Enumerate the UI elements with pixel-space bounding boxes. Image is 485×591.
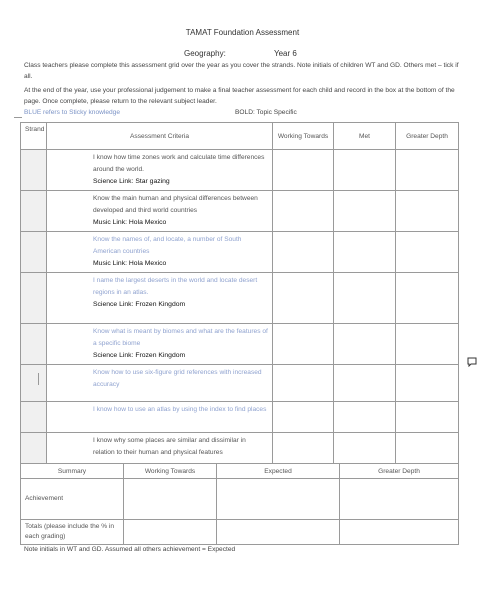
strand-cell: [21, 433, 47, 465]
strand-cell: [21, 402, 47, 433]
criteria-row: [21, 232, 459, 273]
criteria-header: Assessment Criteria: [47, 123, 273, 150]
met-cell[interactable]: [334, 232, 396, 273]
grid-header-row: [21, 123, 459, 150]
criteria-row: [21, 191, 459, 232]
criteria-cell: [47, 324, 273, 365]
achievement-label: Achievement: [21, 479, 124, 520]
strand-cell: [21, 232, 47, 273]
greater-depth-cell[interactable]: [396, 365, 459, 402]
criteria-text: I know how to use an atlas by using the index to find places: [93, 406, 267, 413]
criteria-text: I know how time zones work and calculate time differences around the world.: [93, 154, 265, 173]
achievement-expected-cell[interactable]: [217, 479, 340, 520]
strand-marker: [38, 373, 39, 385]
working-towards-cell[interactable]: [273, 273, 334, 324]
working-towards-cell[interactable]: [273, 324, 334, 365]
summary-header: Summary: [21, 464, 124, 479]
achievement-row: [21, 479, 459, 520]
greater-depth-cell[interactable]: [396, 273, 459, 324]
criteria-cell: [47, 150, 273, 191]
subject-link: Music Link: Hola Mexico: [93, 260, 167, 267]
totals-expected-cell[interactable]: [217, 520, 340, 545]
criteria-cell: [47, 402, 273, 433]
summary-footnote: Note initials in WT and GD. Assumed all others achievement = Expected: [24, 546, 236, 553]
working-towards-cell[interactable]: [273, 402, 334, 433]
summary-table: [20, 463, 459, 545]
met-cell[interactable]: [334, 433, 396, 465]
working-towards-cell[interactable]: [273, 433, 334, 465]
topic-specific-note: BOLD: Topic Specific: [235, 109, 297, 116]
criteria-row: [21, 365, 459, 402]
greater-depth-cell[interactable]: [396, 402, 459, 433]
totals-gd-cell[interactable]: [340, 520, 459, 545]
strand-cell: [21, 273, 47, 324]
met-cell[interactable]: [334, 150, 396, 191]
strand-cell: [21, 191, 47, 232]
instructions-paragraph-2: At the end of the year, use your professional judgement to make a final teacher assessment for each child and record in the box at the bottom of the page. Once complete, please return to the relevant subject leader.: [24, 87, 455, 105]
met-cell[interactable]: [334, 324, 396, 365]
summary-expected-header: Expected: [217, 464, 340, 479]
summary-working-towards-header: Working Towards: [124, 464, 217, 479]
totals-label: Totals (please include the % in each grading): [21, 520, 124, 545]
criteria-text: Know the main human and physical differences between developed and third world countries: [93, 195, 258, 214]
subject-link: Science Link: Frozen Kingdom: [93, 352, 186, 359]
assessment-grid: [20, 122, 459, 465]
criteria-text: Know the names of, and locate, a number of South American countries: [93, 236, 242, 255]
met-header: Met: [334, 123, 396, 150]
subject-label: Geography:: [184, 49, 226, 58]
met-cell[interactable]: [334, 191, 396, 232]
criteria-text: Know how to use six-figure grid references with increased accuracy: [93, 369, 262, 388]
achievement-wt-cell[interactable]: [124, 479, 217, 520]
criteria-text: I name the largest deserts in the world and locate desert regions in an atlas.: [93, 277, 258, 296]
greater-depth-cell[interactable]: [396, 150, 459, 191]
greater-depth-cell[interactable]: [396, 232, 459, 273]
strand-header: Strand: [21, 123, 47, 150]
criteria-row: [21, 324, 459, 365]
page-title: TAMAT Foundation Assessment: [185, 28, 300, 37]
comment-bubble-icon[interactable]: [467, 357, 477, 367]
criteria-cell: [47, 365, 273, 402]
instructions-paragraph-1: Class teachers please complete this assessment grid over the year as you cover the strands. Note initials of children WT and GD. Others met – tick if all.: [24, 62, 459, 80]
met-cell[interactable]: [334, 273, 396, 324]
greater-depth-cell[interactable]: [396, 191, 459, 232]
criteria-text: Know what is meant by biomes and what are the features of a specific biome: [93, 328, 268, 347]
met-cell[interactable]: [334, 365, 396, 402]
year-label: Year 6: [274, 49, 297, 58]
criteria-row: [21, 150, 459, 191]
criteria-cell: [47, 191, 273, 232]
criteria-row: [21, 273, 459, 324]
working-towards-cell[interactable]: [273, 232, 334, 273]
working-towards-header: Working Towards: [273, 123, 334, 150]
strand-cell: [21, 150, 47, 191]
criteria-cell: [47, 273, 273, 324]
working-towards-cell[interactable]: [273, 191, 334, 232]
working-towards-cell[interactable]: [273, 365, 334, 402]
working-towards-cell[interactable]: [273, 150, 334, 191]
met-cell[interactable]: [334, 402, 396, 433]
criteria-row: [21, 433, 459, 465]
strand-cell: [21, 324, 47, 365]
criteria-row: [21, 402, 459, 433]
criteria-cell: [47, 433, 273, 465]
criteria-text: I know why some places are similar and dissimilar in relation to their human and physical features: [93, 437, 246, 456]
sticky-knowledge-note: BLUE refers to Sticky knowledge: [24, 109, 121, 116]
strand-cell: [21, 365, 47, 402]
totals-row: [21, 520, 459, 545]
totals-wt-cell[interactable]: [124, 520, 217, 545]
criteria-cell: [47, 232, 273, 273]
subject-link: Science Link: Star gazing: [93, 178, 170, 185]
summary-greater-depth-header: Greater Depth: [340, 464, 459, 479]
subject-link: Science Link: Frozen Kingdom: [93, 301, 186, 308]
divider: [14, 117, 22, 118]
achievement-gd-cell[interactable]: [340, 479, 459, 520]
subject-link: Music Link: Hola Mexico: [93, 219, 167, 226]
greater-depth-header: Greater Depth: [396, 123, 459, 150]
greater-depth-cell[interactable]: [396, 433, 459, 465]
greater-depth-cell[interactable]: [396, 324, 459, 365]
summary-header-row: [21, 464, 459, 479]
